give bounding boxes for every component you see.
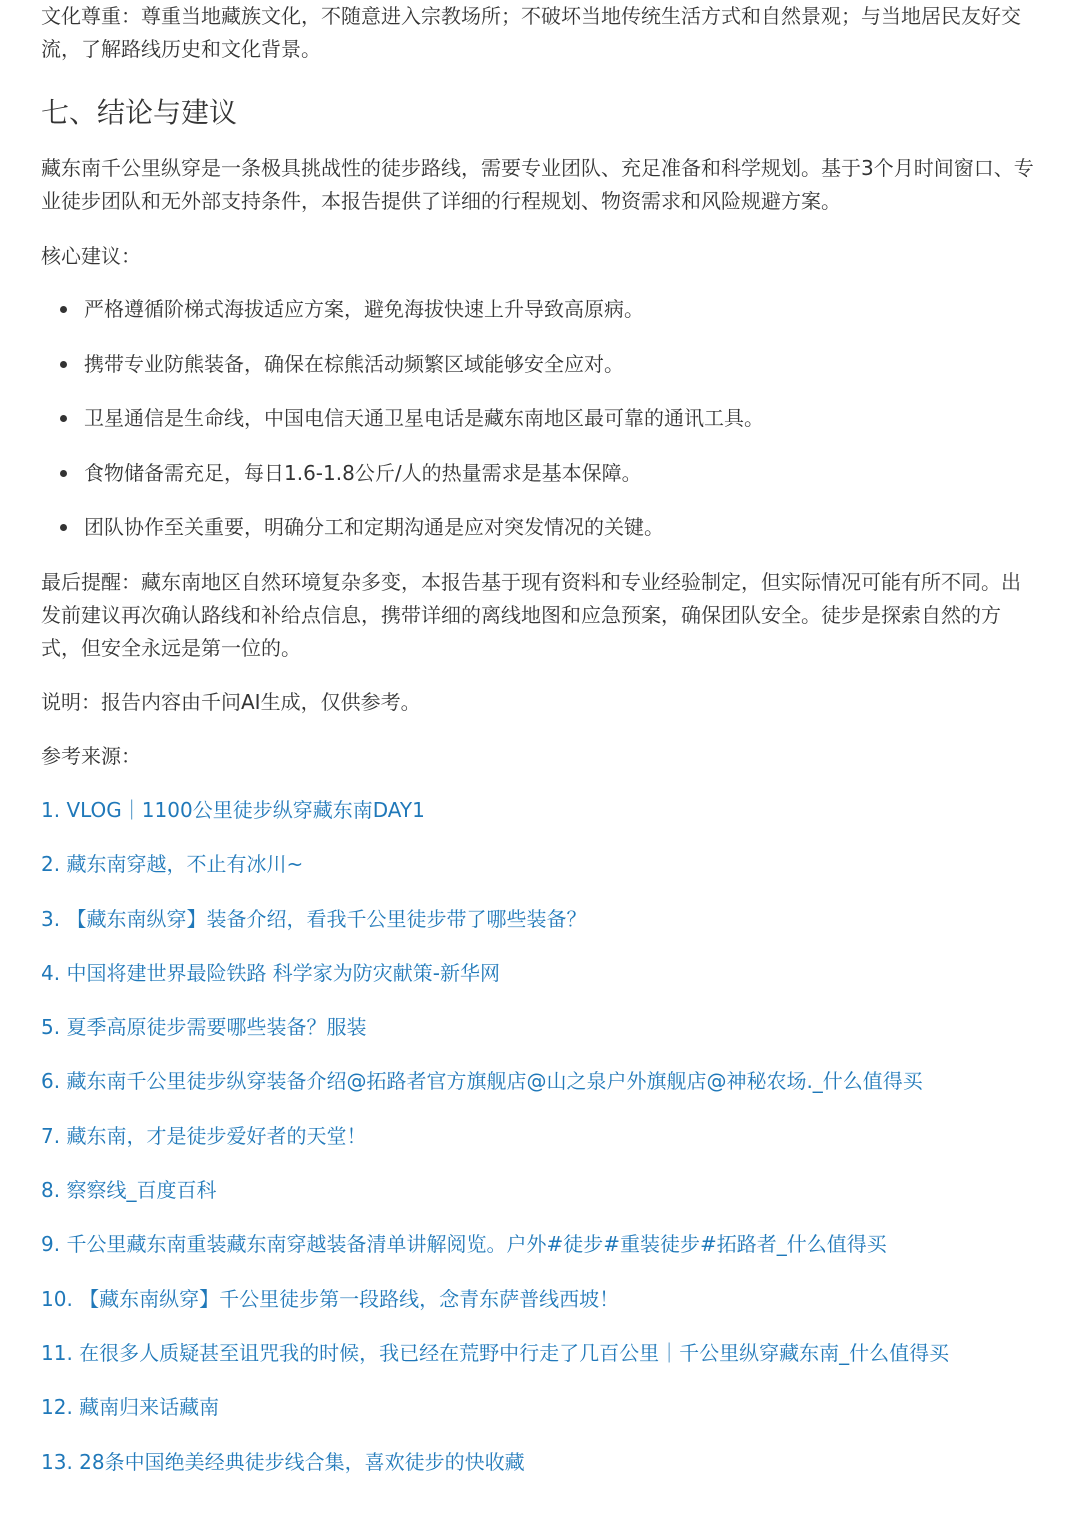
ai-note: 说明：报告内容由千问AI生成，仅供参考。: [41, 690, 421, 714]
reference-item: [41, 1011, 1040, 1065]
list-item-text: 严格遵循阶梯式海拔适应方案，避免海拔快速上升导致高原病。: [84, 297, 644, 321]
references-label: 参考来源：: [41, 744, 141, 768]
reference-link[interactable]: 13. 28条中国绝美经典徒步线合集，喜欢徒步的快收藏: [41, 1449, 525, 1474]
core-recommendations-label: 核心建议：: [41, 244, 141, 268]
reference-item: [41, 1174, 1040, 1228]
reference-link[interactable]: 9. 千公里藏东南重装藏东南穿越装备清单讲解阅览。户外#徒步#重装徒步#拓路者_什么值得买: [41, 1232, 887, 1257]
list-item: [41, 293, 1040, 348]
reference-item: [41, 1228, 1040, 1282]
reference-link[interactable]: 2. 藏东南穿越，不止有冰川~: [41, 852, 304, 877]
list-item-text: 卫星通信是生命线，中国电信天通卫星电话是藏东南地区最可靠的通讯工具。: [84, 406, 764, 430]
list-item: [41, 348, 1040, 403]
core-recommendations-list: [41, 293, 1040, 566]
reference-item: [41, 848, 1040, 902]
bullet-icon: [60, 306, 67, 313]
reference-link[interactable]: 4. 中国将建世界最险铁路 科学家为防灾献策-新华网: [41, 960, 501, 985]
reference-link[interactable]: 7. 藏东南，才是徒步爱好者的天堂！: [41, 1123, 367, 1148]
reference-link[interactable]: 3. 【藏东南纵穿】装备介绍，看我千公里徒步带了哪些装备？: [41, 906, 587, 931]
reference-item: [41, 1446, 1040, 1500]
bullet-icon: [60, 470, 67, 477]
reference-link[interactable]: 8. 察察线_百度百科: [41, 1178, 217, 1203]
reference-item: [41, 1120, 1040, 1174]
reference-link[interactable]: 11. 在很多人质疑甚至诅咒我的时候，我已经在荒野中行走了几百公里｜千公里纵穿藏东南_什么值得买: [41, 1340, 950, 1365]
list-item: [41, 457, 1040, 512]
reference-item: [41, 957, 1040, 1011]
list-item-text: 团队协作至关重要，明确分工和定期沟通是应对突发情况的关键。: [84, 515, 664, 539]
reference-item: [41, 1065, 1040, 1119]
conclusion-paragraph: 藏东南千公里纵穿是一条极具挑战性的徒步路线，需要专业团队、充足准备和科学规划。基于3个月时间窗口、专业徒步团队和无外部支持条件，本报告提供了详细的行程规划、物资需求和风险规避方案。: [41, 156, 1034, 213]
references-list: [41, 794, 1040, 1500]
reference-link[interactable]: 1. VLOG｜1100公里徒步纵穿藏东南DAY1: [41, 798, 425, 822]
final-reminder-paragraph: 最后提醒：藏东南地区自然环境复杂多变，本报告基于现有资料和专业经验制定，但实际情况可能有所不同。出发前建议再次确认路线和补给点信息，携带详细的离线地图和应急预案，确保团队安全。徒步是探索自然的方式，但安全永远是第一位的。: [41, 570, 1021, 660]
reference-link[interactable]: 12. 藏南归来话藏南: [41, 1395, 220, 1420]
reference-item: [41, 794, 1040, 848]
bullet-icon: [60, 361, 67, 368]
bullet-icon: [60, 524, 67, 531]
list-item: [41, 511, 1040, 566]
reference-link[interactable]: 10. 【藏东南纵穿】千公里徒步第一段路线，念青东萨普线西坡！: [41, 1286, 620, 1311]
reference-item: [41, 903, 1040, 957]
reference-link[interactable]: 5. 夏季高原徒步需要哪些装备？服装: [41, 1015, 367, 1040]
culture-respect-paragraph: 文化尊重：尊重当地藏族文化，不随意进入宗教场所；不破坏当地传统生活方式和自然景观；与当地居民友好交流，了解路线历史和文化背景。: [41, 4, 1021, 61]
section-heading: 七、结论与建议: [41, 96, 238, 129]
list-item-text: 携带专业防熊装备，确保在棕熊活动频繁区域能够安全应对。: [84, 351, 624, 376]
bullet-icon: [60, 415, 67, 422]
list-item: [41, 402, 1040, 457]
reference-item: [41, 1283, 1040, 1337]
reference-item: [41, 1337, 1040, 1391]
reference-item: [41, 1391, 1040, 1445]
list-item-text: 食物储备需充足，每日1.6-1.8公斤/人的热量需求是基本保障。: [84, 460, 642, 485]
reference-link[interactable]: 6. 藏东南千公里徒步纵穿装备介绍@拓路者官方旗舰店@山之泉户外旗舰店@神秘农场._什么值得买: [41, 1069, 923, 1094]
